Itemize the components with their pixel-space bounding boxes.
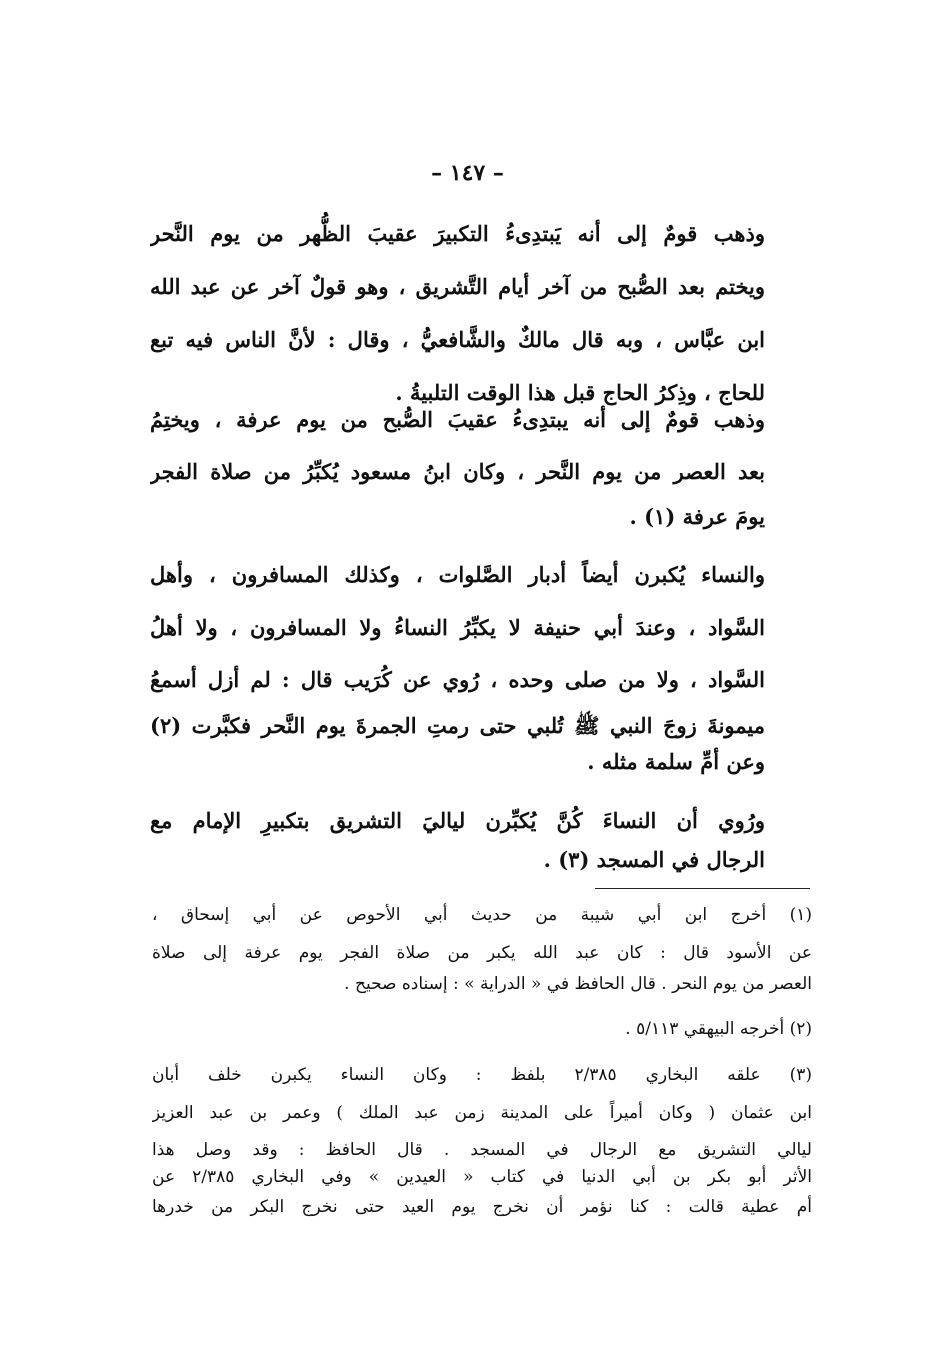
text-line: ميمونةَ زوجَ النبي ﷺ تُلبي حتى رمتِ الجمرةَ يوم النَّحر فكبَّرت (٢)	[150, 713, 765, 738]
text-line: وذهب قومٌ إلى أنه يبتدِىءُ عقيبَ الصُّبح من يوم عرفة ، ويختِمُ	[150, 407, 765, 432]
footnote-line: عن الأسود قال : كان عبد الله يكبر من صلاة الفجر يوم عرفة إلى صلاة	[152, 943, 812, 963]
footnote-line: العصر من يوم النحر . قال الحافظ في « الدراية » : إسناده صحيح .	[344, 974, 812, 994]
text-line: وعن أمِّ سلمة مثله .	[587, 749, 765, 774]
footnote-line: (١) أخرج ابن أبي شيبة من حديث أبي الأحوص عن أبي إسحاق ،	[152, 905, 812, 925]
text-line: بعد العصر من يوم النَّحر ، وكان ابنُ مسعود يُكبِّرُ من صلاة الفجر	[150, 459, 765, 484]
footnote-line: ليالي التشريق مع الرجال في المسجد . قال الحافظ : وقد وصل هذا	[152, 1140, 812, 1160]
footnote-line: (٣) علقه البخاري ٢/٣٨٥ بلفظ : وكان النساء يكبرن خلف أبان	[152, 1065, 812, 1085]
footnote-line: أم عطية قالت : كنا نؤمر أن نخرج يوم العيد حتى نخرج البكر من خدرها	[152, 1197, 812, 1217]
text-line: ويختم بعد الصُّبح من آخر أيام التَّشريق ، وهو قولٌ آخر عن عبد الله	[150, 274, 765, 299]
footnote-line: (٢) أخرجه البيهقي ٥/١١٣ .	[625, 1019, 812, 1039]
text-line: السَّواد ، ولا من صلى وحده ، رُوي عن كُرَيب قال : لم أزل أسمعُ	[150, 667, 765, 692]
footnote-line: الأثر أبو بكر بن أبي الدنيا في كتاب « العيدين » وفي البخاري ٢/٣٨٥ عن	[152, 1167, 812, 1187]
footnote-divider	[595, 888, 810, 889]
text-line: والنساء يُكبرن أيضاً أدبار الصَّلوات ، وكذلك المسافرون ، وأهل	[150, 562, 765, 587]
text-line: الرجال في المسجد (٣) .	[543, 847, 765, 872]
footnote-line: ابن عثمان ( وكان أميراً على المدينة زمن عبد الملك ) وعمر بن عبد العزيز	[152, 1103, 812, 1123]
text-line: للحاج ، وذِكرُ الحاج قبل هذا الوقت التلبيةُ .	[395, 380, 765, 405]
text-line: يومَ عرفة (١) .	[629, 504, 765, 529]
text-line: وذهب قومٌ إلى أنه يَبتدِىءُ التكبيرَ عقيبَ الظُّهر من يوم النَّحر	[150, 221, 765, 246]
text-line: السَّواد ، وعندَ أبي حنيفة لا يكبِّرُ النساءُ ولا المسافرون ، ولا أهلُ	[150, 615, 765, 640]
text-line: ورُوي أن النساءَ كُنَّ يُكبِّرن لياليَ التشريق بتكبيرِ الإمام مع	[150, 808, 765, 833]
text-line: ابن عبَّاس ، وبه قال مالكٌ والشَّافعيُّ ، وقال : لأنَّ الناس فيه تبع	[150, 327, 765, 352]
page-number: – ١٤٧ –	[431, 160, 504, 186]
